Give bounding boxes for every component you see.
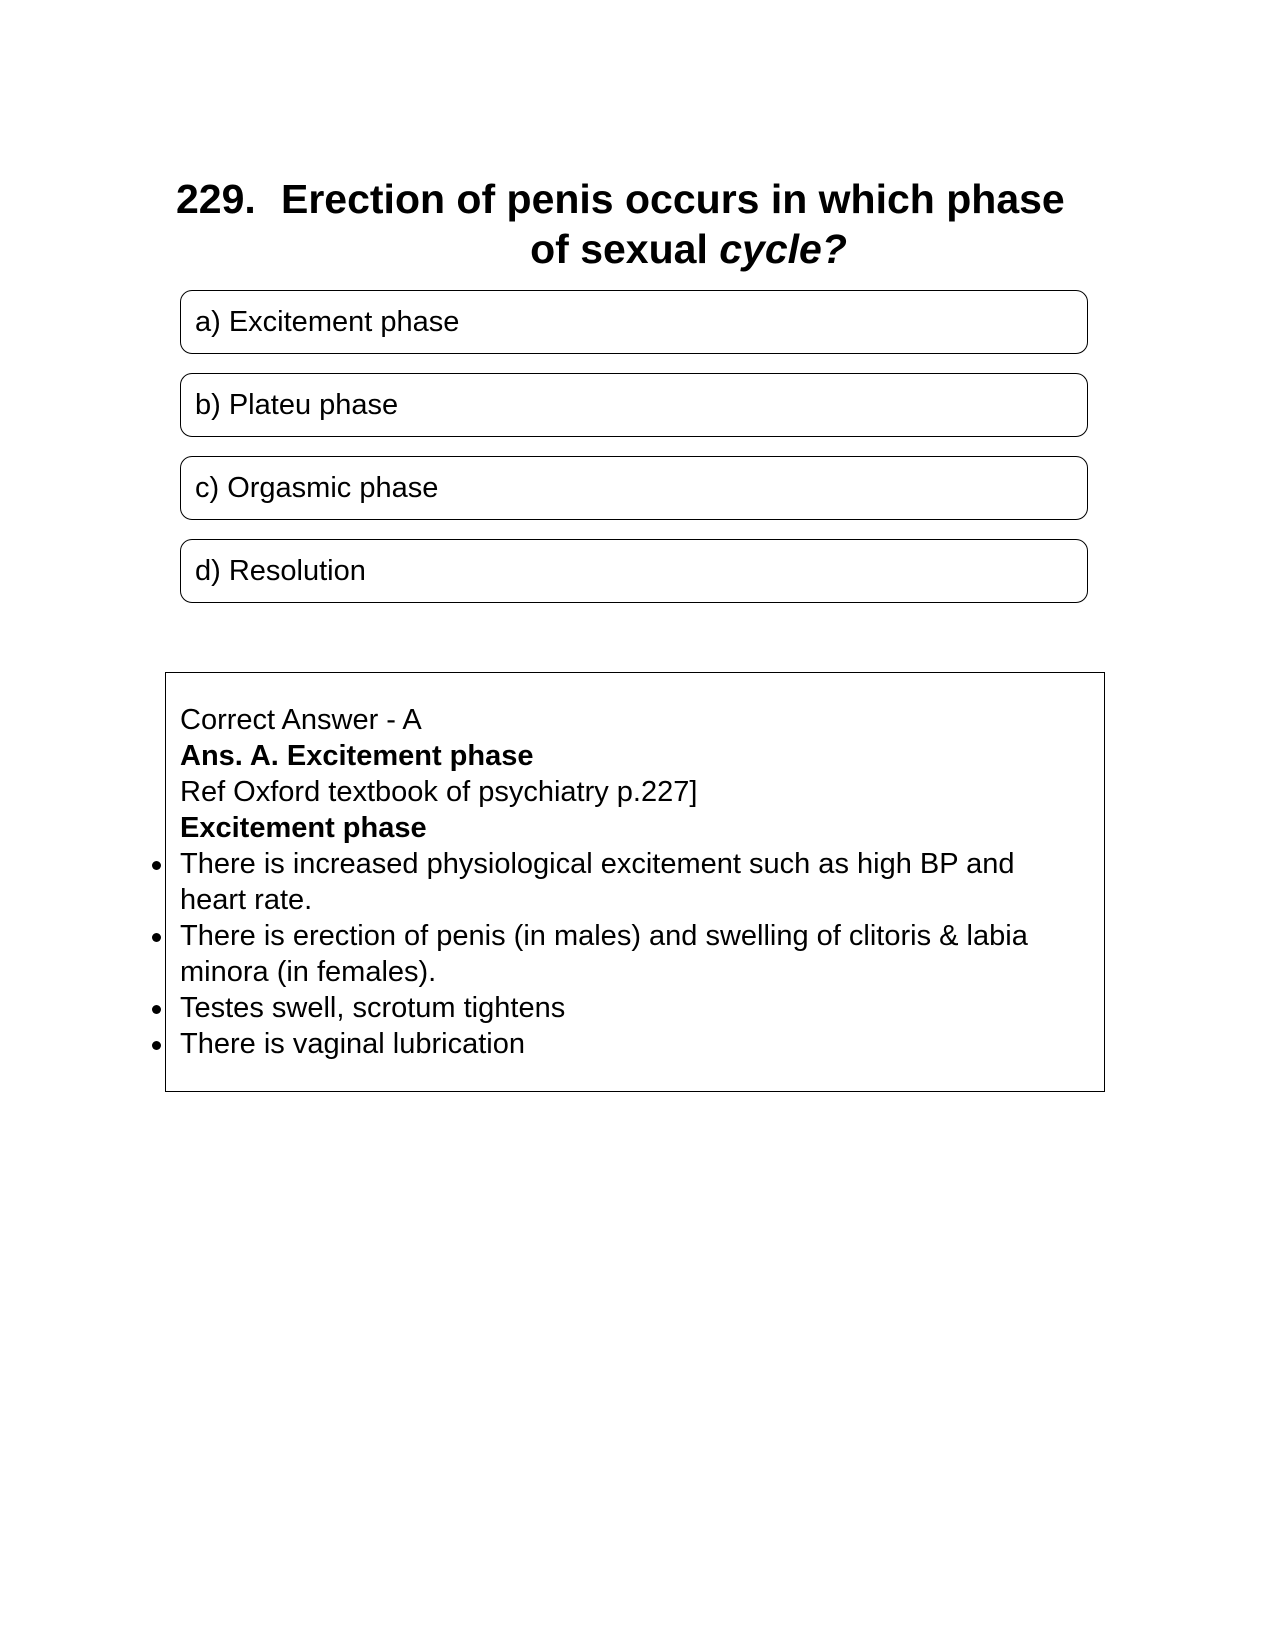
bullet-item: There is vaginal lubrication [180, 1026, 1080, 1062]
question-line-2 [176, 224, 1096, 274]
answer-reference: Ref Oxford textbook of psychiatry p.227] [180, 776, 698, 808]
bullet-item: Testes swell, scrotum tightens [180, 990, 1080, 1026]
section-heading: Excitement phase [180, 812, 427, 844]
option-a[interactable] [180, 290, 1088, 354]
option-d-label: d) Resolution [195, 555, 366, 587]
question-text-line1: Erection of penis occurs in which phase [281, 176, 1065, 222]
option-b[interactable] [180, 373, 1088, 437]
question-text-line2-plain: of sexual [530, 226, 720, 272]
bullet-item: There is increased physiological excitement such as high BP and heart rate. [180, 846, 1080, 918]
answer-heading: Ans. A. Excitement phase [180, 740, 534, 772]
correct-answer: Correct Answer - A [180, 704, 422, 736]
option-a-label: a) Excitement phase [195, 306, 460, 338]
question-number: 229. [176, 176, 256, 222]
option-d[interactable] [180, 539, 1088, 603]
option-b-label: b) Plateu phase [195, 389, 399, 421]
option-c-label: c) Orgasmic phase [195, 472, 439, 504]
answer-explanation [180, 702, 1080, 1062]
bullet-item: There is erection of penis (in males) and swelling of clitoris & labia minora (in females). [180, 918, 1080, 990]
question-text-line2-italic: cycle? [719, 226, 847, 272]
question-title [176, 174, 1096, 274]
explanation-bullets [180, 846, 1080, 1062]
question-line-1 [176, 174, 1096, 224]
option-c[interactable] [180, 456, 1088, 520]
